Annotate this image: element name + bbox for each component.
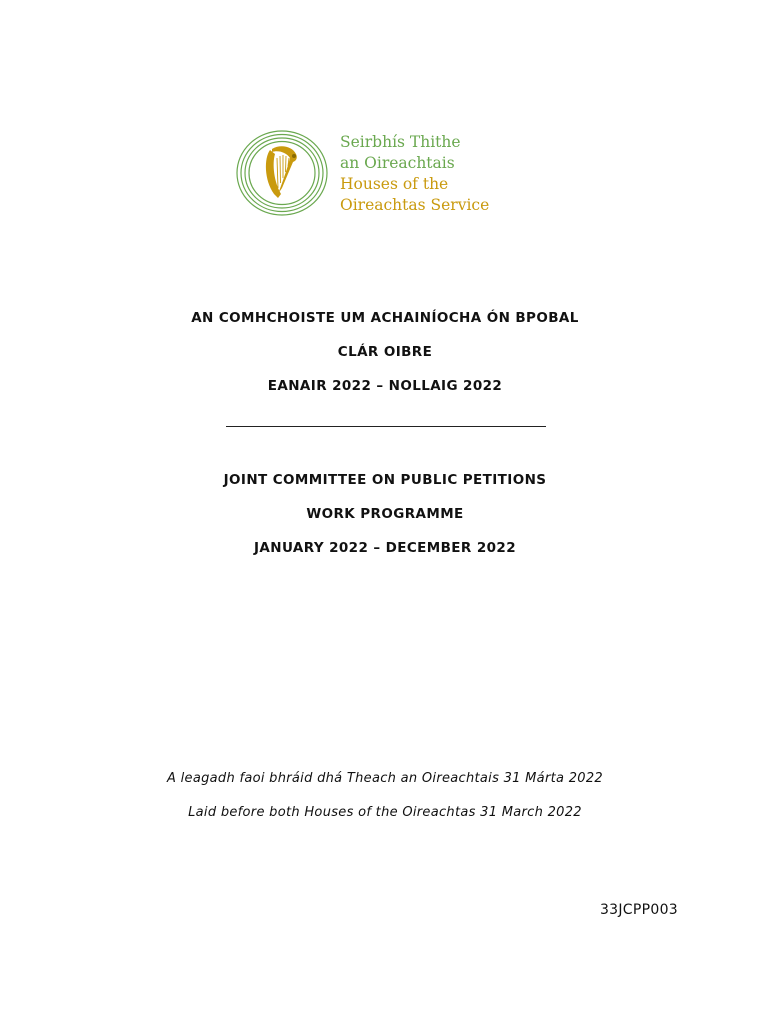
laid-before-english: Laid before both Houses of the Oireachtas 31 March 2022 [188,805,582,820]
irish-programme-title: CLÁR OIBRE [337,344,433,360]
laid-before-irish: A leagadh faoi bhráid dhá Theach an Oireachtais 31 Márta 2022 [167,771,603,786]
irish-period: EANAIR 2022 – NOLLAIG 2022 [267,378,503,394]
document-reference: 33JCPP003 [599,902,678,918]
logo-line-irish-2: an Oireachtais [340,154,455,172]
irish-committee-title: AN COMHCHOISTE UM ACHAINÍOCHA ÓN BPOBAL [191,310,579,326]
logo-line-english-1: Houses of the [340,175,449,193]
houses-of-oireachtas-logo [234,128,494,218]
english-period: JANUARY 2022 – DECEMBER 2022 [254,540,516,556]
english-programme-title: WORK PROGRAMME [306,506,464,522]
logo-line-irish-1: Seirbhís Thithe [340,133,461,151]
harp-icon [234,128,330,218]
english-committee-title: JOINT COMMITTEE ON PUBLIC PETITIONS [223,472,547,488]
logo-line-english-2: Oireachtas Service [340,196,490,214]
logo-wordmark [340,132,489,216]
divider-rule [226,426,546,427]
